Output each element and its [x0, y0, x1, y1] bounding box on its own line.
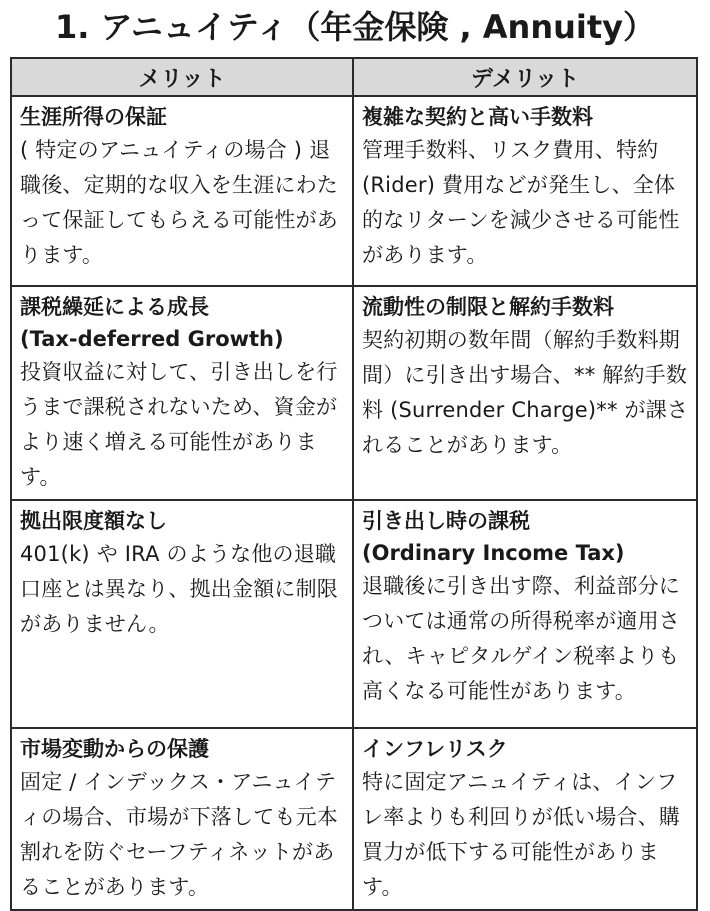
comparison-table [10, 57, 698, 911]
table-row [11, 96, 697, 286]
page-title: 1. アニュイティ（年金保険 , Annuity） [54, 8, 656, 46]
merit-heading: 拠出限度額なし [20, 509, 167, 533]
demerit-body: 管理手数料、リスク費用、特約 (Rider) 費用などが発生し、全体的なリターンを減少させる可能性があります。 [362, 138, 680, 267]
merit-heading: 生涯所得の保証 [20, 105, 167, 129]
merit-body: 固定 / インデックス・アニュイティの場合、市場が下落しても元本割れを防ぐセーフティネットがあることがあります。 [20, 770, 338, 899]
table-row [11, 286, 697, 500]
demerit-cell [353, 96, 697, 286]
demerit-cell [353, 286, 697, 500]
table-row [11, 728, 697, 910]
merit-cell [11, 96, 353, 286]
merit-body: ( 特定のアニュイティの場合 ) 退職後、定期的な収入を生涯にわたって保証してもらえる可能性があります。 [20, 138, 338, 267]
merit-cell [11, 500, 353, 728]
demerit-cell [353, 500, 697, 728]
merit-body: 投資収益に対して、引き出しを行うまで課税されないため、資金がより速く増える可能性があります。 [20, 360, 338, 489]
demerit-cell [353, 728, 697, 910]
demerit-heading: 流動性の制限と解約手数料 [362, 295, 614, 319]
demerit-body: 契約初期の数年間（解約手数料期間）に引き出す場合、** 解約手数料 (Surrender Charge)** が課されることがあります。 [362, 328, 689, 457]
demerit-subheading: (Ordinary Income Tax) [362, 541, 625, 565]
demerit-column-header: デメリット [353, 58, 697, 96]
demerit-body: 退職後に引き出す際、利益部分については通常の所得税率が適用され、キャピタルゲイン税率よりも高くなる可能性があります。 [362, 574, 680, 703]
merit-cell [11, 728, 353, 910]
merit-cell [11, 286, 353, 500]
merit-heading: 市場変動からの保護 [20, 737, 209, 761]
table-row [11, 500, 697, 728]
merit-heading: 課税繰延による成長 [20, 295, 209, 319]
demerit-heading: 複雑な契約と高い手数料 [362, 105, 593, 129]
merit-column-header: メリット [11, 58, 353, 96]
table-header-row [11, 58, 697, 96]
demerit-heading: インフレリスク [362, 737, 508, 761]
merit-subheading: (Tax-deferred Growth) [20, 327, 284, 351]
merit-body: 401(k) や IRA のような他の退職口座とは異なり、拠出金額に制限がありません。 [20, 542, 338, 636]
demerit-body: 特に固定アニュイティは、インフレ率よりも利回りが低い場合、購買力が低下する可能性があります。 [362, 770, 680, 899]
demerit-heading: 引き出し時の課税 [362, 509, 530, 533]
